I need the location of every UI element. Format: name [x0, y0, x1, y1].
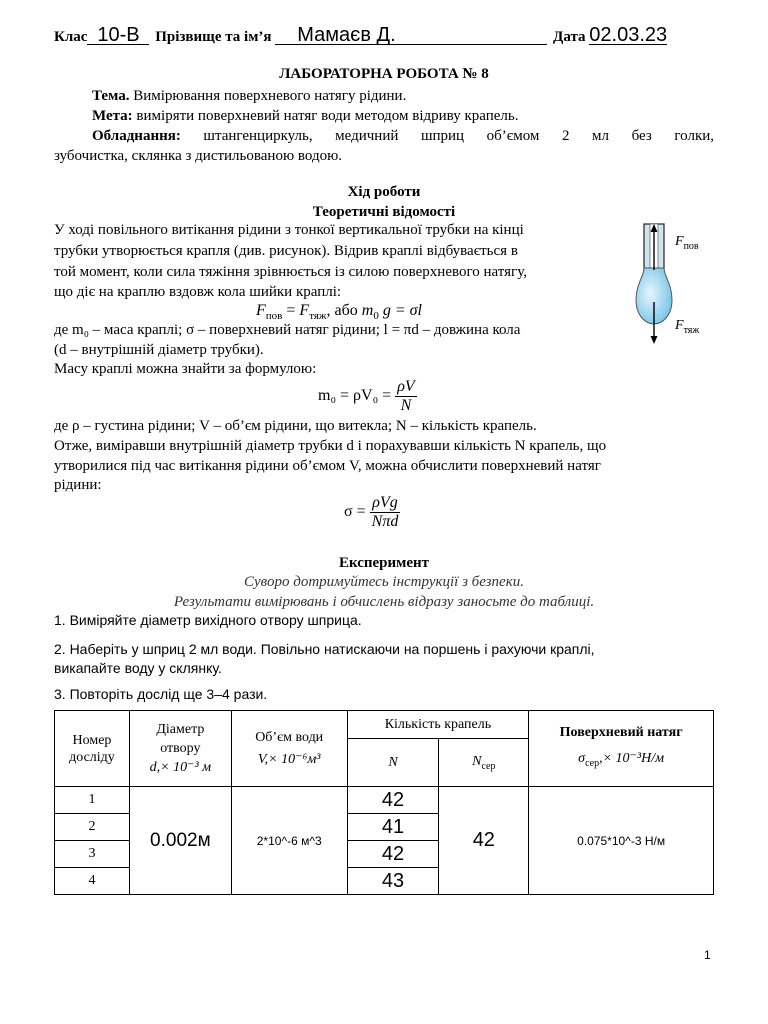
col-volume-header [231, 711, 347, 787]
conclusion-2: утворилися під час витікання рідини об’ємом V, можна обчислити поверхневий натяг [54, 458, 601, 474]
step-1: 1. Виміряйте діаметр вихідного отвору шприца. [54, 612, 362, 628]
formula-sigma [344, 494, 400, 531]
col-diameter-header [129, 711, 231, 787]
force-down-label [675, 318, 699, 336]
equipment-line [54, 126, 714, 146]
formula1-sub-tyazh: тяж [309, 310, 327, 323]
where-1b: (d – внутрішній діаметр трубки). [54, 342, 264, 358]
force-down-arrowhead [651, 336, 658, 344]
col-drops-header: Кількість крапель [347, 711, 529, 739]
results-table [54, 710, 714, 895]
formula1-eq: = [282, 302, 300, 319]
drops-value: 42 [347, 841, 439, 868]
class-value: 10-В [87, 26, 149, 45]
force-down-sub: тяж [683, 324, 700, 336]
theory-line-2: трубки утворюється крапля (див. рисунок). Відрив краплі відбувається в [54, 243, 518, 259]
formula2-left: m₀ = ρV₀ = [318, 387, 392, 405]
formula3-num: ρVg [370, 494, 401, 513]
col-navg-symbol: N [472, 753, 482, 769]
equipment-text-2: зубочистка, склянка з дистильованою водою. [54, 148, 343, 164]
theory-heading: Теоретичні відомості [312, 204, 456, 220]
table-row [55, 787, 714, 814]
step-2a: 2. Наберіть у шприц 2 мл води. Повільно натискаючи на поршень і рахуючи краплі, [54, 641, 595, 657]
goal-line [54, 106, 714, 126]
formula2-num: ρV [397, 378, 415, 395]
formula3-left: σ = [344, 503, 366, 521]
goal-text: виміряти поверхневий натяг води методом відриву крапель. [136, 108, 519, 124]
formula1-sub-pov: пов [265, 310, 283, 323]
formula1-rest: g = σl [382, 302, 422, 319]
col-sigma-line1: Поверхневий натяг [559, 725, 683, 741]
sigma-value: 0.075*10^-3 Н/м [529, 787, 714, 895]
formula1-f-pov: F [256, 302, 266, 319]
step-2b: викапайте воду у склянку. [54, 660, 222, 676]
col-sigma-sub: сер [585, 757, 600, 769]
equipment-text-1: штангенциркуль, медичний шприц об’ємом 2 мл без голки, [203, 128, 715, 144]
formula3-fraction [370, 494, 401, 531]
where-1: де m₀ – маса краплі; σ – поверхневий натяг рідини; l = πd – довжина кола [54, 322, 521, 338]
trial-number: 3 [55, 841, 130, 868]
theory-line-4: що діє на краплю вздовж кола шийки краплі: [54, 284, 342, 300]
col-volume-line1: Об’єм води [255, 729, 324, 745]
force-down-symbol: F [675, 318, 684, 333]
col-diameter-line2: отвору [160, 741, 201, 756]
formula1-sub-0: 0 [373, 310, 379, 323]
formula-mass [318, 378, 417, 415]
trial-number: 4 [55, 868, 130, 895]
goal-label: Мета: [92, 108, 133, 124]
drops-value: 43 [347, 868, 439, 895]
col-navg-sub: сер [481, 760, 496, 772]
col-trial-header: Номер досліду [55, 711, 130, 787]
safety-note: Суворо дотримуйтесь інструкції з безпеки. [244, 574, 524, 590]
step-3: 3. Повторіть дослід ще 3–4 рази. [54, 686, 268, 702]
formula2-den: N [400, 397, 412, 414]
topic-text: Вимірювання поверхневого натягу рідини. [133, 88, 407, 104]
volume-value: 2*10^-6 м^3 [231, 787, 347, 895]
trial-number: 2 [55, 814, 130, 841]
name-label: Прізвище та ім’я [155, 29, 272, 45]
diameter-value: 0.002м [129, 787, 231, 895]
conclusion-3: рідини: [54, 477, 102, 493]
col-sigma-header [529, 711, 714, 787]
col-volume-unit: V,× 10⁻⁶м³ [257, 751, 321, 767]
date-label: Дата [553, 29, 586, 45]
where-2: де ρ – густина рідини; V – об’єм рідини, що витекла; N – кількість крапель. [54, 418, 537, 434]
progress-heading: Хід роботи [347, 184, 421, 200]
drops-value: 42 [347, 787, 439, 814]
formula2-fraction [395, 378, 416, 415]
name-value: Мамаєв Д. [275, 26, 547, 45]
conclusion-1: Отже, виміравши внутрішній діаметр трубки d і порахувавши кількість N крапель, що [54, 438, 607, 454]
col-navg-header [439, 739, 529, 787]
record-note: Результати вимірювань і обчислень відразу заносьте до таблиці. [173, 594, 595, 610]
drop-figure [630, 222, 720, 346]
formula-force-balance [256, 302, 422, 322]
page-title: ЛАБОРАТОРНА РОБОТА № 8 [279, 66, 489, 82]
equipment-label: Обладнання: [92, 128, 181, 144]
col-n-header: N [347, 739, 439, 787]
page-number: 1 [704, 948, 711, 962]
trial-number: 1 [55, 787, 130, 814]
drops-value: 41 [347, 814, 439, 841]
force-up-sub: пов [683, 240, 699, 252]
col-sigma-unit [529, 746, 713, 777]
formula1-or: , або [326, 302, 362, 319]
formula3-den: Nπd [371, 513, 399, 530]
formula1-f-tyazh: F [299, 302, 310, 319]
drops-average: 42 [439, 787, 529, 895]
theory-line-1: У ході повільного витікання рідини з тонкої вертикальної трубки на кінці [54, 222, 524, 238]
col-diameter-unit: d,× 10⁻³ м [149, 760, 212, 775]
force-up-label [675, 234, 699, 252]
topic-label: Тема. [92, 88, 130, 104]
col-sigma-symbol: σ [578, 751, 586, 767]
header-line [54, 26, 667, 46]
formula1-m: m [361, 302, 374, 319]
col-sigma-rest: ,× 10⁻³Н/м [599, 751, 665, 767]
experiment-heading: Експеримент [338, 555, 430, 571]
date-value: 02.03.23 [589, 24, 668, 46]
mass-intro: Масу краплі можна знайти за формулою: [54, 361, 317, 377]
force-up-symbol: F [675, 234, 684, 249]
theory-line-3: той момент, коли сила тяжіння зрівнюється із силою поверхневого натягу, [54, 264, 527, 280]
class-label: Клас [54, 29, 88, 45]
topic-line [54, 86, 714, 106]
col-diameter-line1: Діаметр [156, 722, 205, 737]
